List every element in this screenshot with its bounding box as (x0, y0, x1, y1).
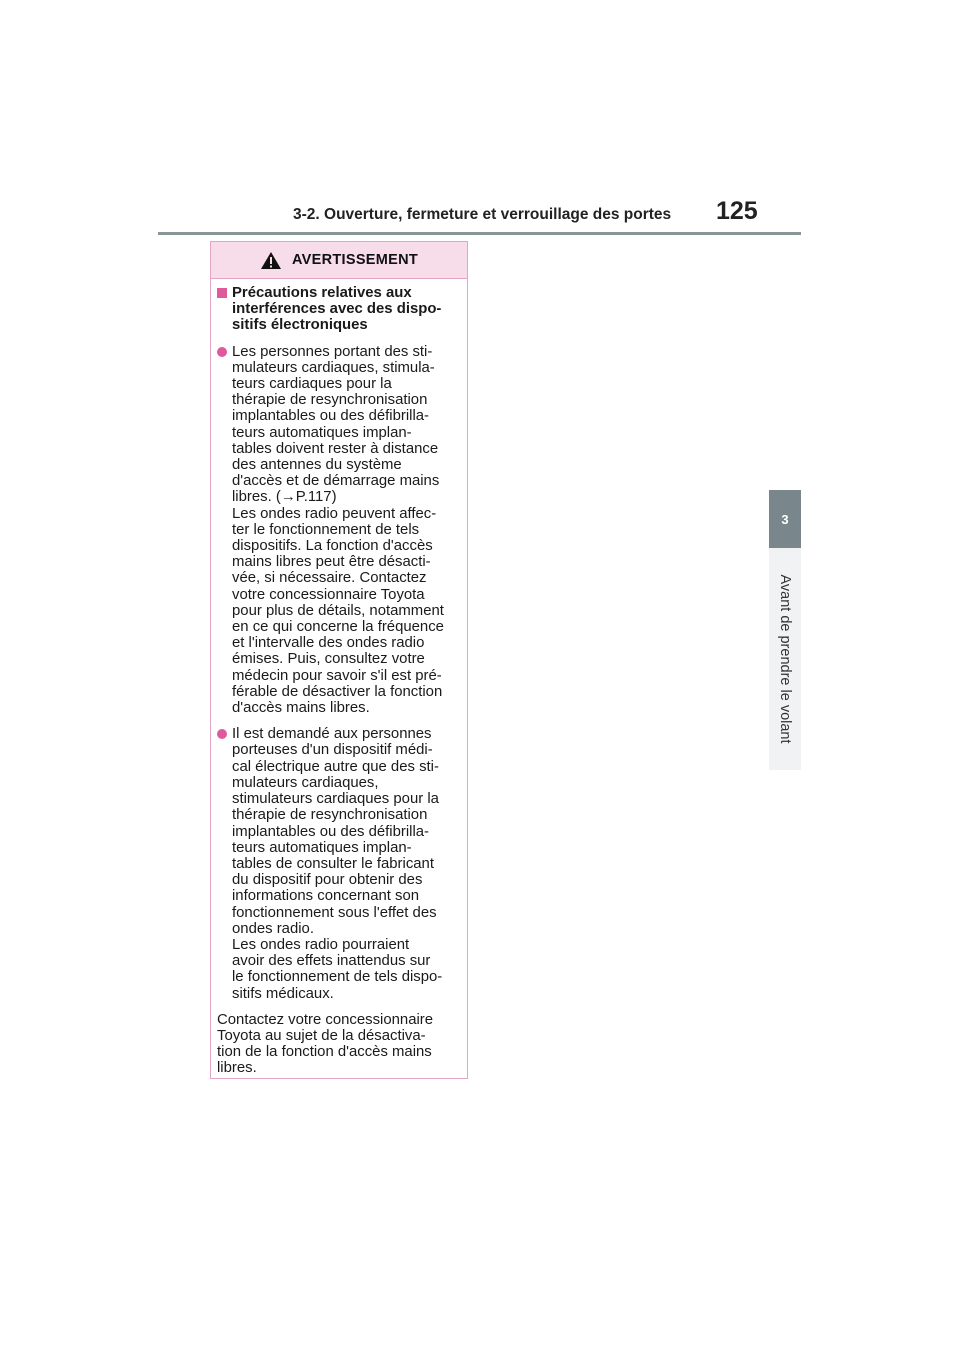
text-line: ter le fonctionnement de tels (232, 521, 420, 538)
text-line: Contactez votre concessionnaire (217, 1011, 434, 1028)
page-number: 125 (716, 197, 758, 225)
text-line: Précautions relatives aux (232, 285, 412, 301)
circle-bullet-icon (217, 347, 227, 357)
text-line: Les personnes portant des sti- (232, 343, 433, 360)
text-line: tion de la fonction d'accès mains (217, 1044, 432, 1061)
text-line: sitifs électroniques (232, 317, 368, 334)
closing-text (217, 1012, 459, 1077)
text-line: Les ondes radio pourraient (232, 936, 410, 953)
text-line: d'accès et de démarrage mains (232, 473, 440, 490)
warning-box (210, 241, 468, 1079)
chapter-number: 3 (781, 511, 789, 527)
warning-header (211, 242, 467, 279)
bullet-text (232, 726, 442, 1001)
text-line: teurs automatiques implan- (232, 424, 412, 441)
text-line: teurs cardiaques pour la (232, 376, 392, 393)
text-line: sitifs médicaux. (232, 985, 334, 1002)
text-line: du dispositif pour obtenir des (232, 872, 423, 889)
warning-heading (217, 285, 459, 334)
text-line: Les ondes radio peuvent affec- (232, 505, 437, 522)
warning-body (211, 279, 467, 1077)
text-line: stimulateurs cardiaques pour la (232, 791, 439, 808)
text-line: ondes radio. (232, 920, 314, 937)
header-rule (158, 232, 801, 235)
text-line: thérapie de resynchronisation (232, 807, 428, 824)
warning-title: AVERTISSEMENT (291, 252, 419, 268)
text-line: médecin pour savoir s'il est pré- (232, 667, 442, 684)
text-line: implantables ou des défibrilla- (232, 823, 429, 840)
text-line: implantables ou des défibrilla- (232, 408, 429, 425)
chapter-tab (769, 490, 801, 548)
text-line: avoir des effets inattendus sur (232, 953, 431, 970)
text-line: mulateurs cardiaques, (232, 774, 379, 791)
bullet-item (217, 344, 459, 717)
text-line: émises. Puis, consultez votre (232, 651, 425, 668)
text-line: vée, si nécessaire. Contactez (232, 570, 427, 587)
text-line: tables de consulter le fabricant (232, 855, 434, 872)
bullet-item (217, 726, 459, 1001)
heading-text (232, 285, 441, 334)
text-line: mulateurs cardiaques, stimula- (232, 359, 435, 376)
text-line: Il est demandé aux personnes (232, 726, 432, 743)
warning-triangle-icon (260, 251, 282, 270)
circle-bullet-icon (217, 729, 227, 739)
text-line: des antennes du système (232, 457, 402, 474)
text-line: tables doivent rester à distance (232, 440, 439, 457)
chapter-label: Avant de prendre le volant (777, 574, 793, 744)
text-line: dispositifs. La fonction d'accès (232, 538, 433, 555)
text-line: pour plus de détails, notamment (232, 602, 444, 619)
text-line: d'accès mains libres. (232, 700, 370, 717)
text-line: Toyota au sujet de la désactiva- (217, 1027, 426, 1044)
text-line: mains libres peut être désacti- (232, 554, 431, 571)
text-line: porteuses d'un dispositif médi- (232, 742, 433, 759)
bullet-text (232, 344, 444, 717)
text-line: le fonctionnement de tels dispo- (232, 969, 443, 986)
text-line: libres. (217, 1060, 257, 1077)
text-line: libres. (→P.117) (232, 489, 337, 506)
text-line: en ce qui concerne la fréquence (232, 619, 444, 636)
text-line: fonctionnement sous l'effet des (232, 904, 437, 921)
section-title: 3-2. Ouverture, fermeture et verrouillage des portes (293, 206, 672, 223)
text-line: interférences avec des dispo- (232, 301, 442, 318)
text-line: et l'intervalle des ondes radio (232, 635, 425, 652)
text-line: votre concessionnaire Toyota (232, 586, 425, 603)
text-line: cal électrique autre que des sti- (232, 758, 439, 775)
text-line: informations concernant son (232, 888, 420, 905)
text-line: férable de désactiver la fonction (232, 683, 443, 700)
square-bullet-icon (217, 288, 227, 298)
text-line: thérapie de resynchronisation (232, 392, 428, 409)
text-line: teurs automatiques implan- (232, 839, 412, 856)
